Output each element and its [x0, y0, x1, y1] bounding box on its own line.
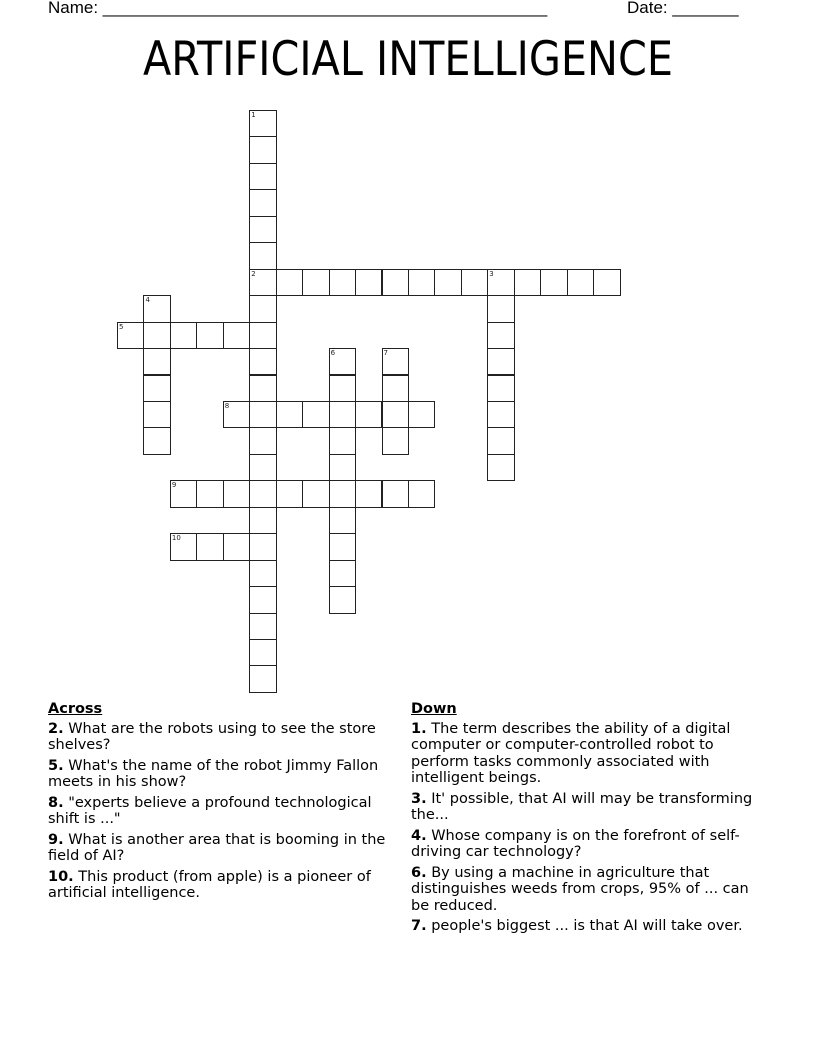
- grid-cell[interactable]: [567, 269, 594, 296]
- grid-cell[interactable]: [143, 375, 170, 402]
- grid-cell[interactable]: [143, 348, 170, 375]
- cell-number: 8: [224, 401, 230, 410]
- clue-number: 8.: [48, 794, 64, 811]
- grid-cell[interactable]: [540, 269, 567, 296]
- grid-cell[interactable]: [487, 348, 514, 375]
- clue-number: 1.: [411, 720, 427, 737]
- clue-number: 4.: [411, 827, 427, 844]
- grid-cell[interactable]: [408, 269, 435, 296]
- grid-cell[interactable]: [143, 427, 170, 454]
- grid-cell[interactable]: [170, 480, 197, 507]
- grid-cell[interactable]: [434, 269, 461, 296]
- grid-cell[interactable]: [249, 110, 276, 137]
- grid-cell[interactable]: [382, 348, 409, 375]
- grid-cell[interactable]: [249, 454, 276, 481]
- clue-down-4: [411, 828, 771, 861]
- grid-cell[interactable]: [382, 269, 409, 296]
- grid-cell[interactable]: [249, 507, 276, 534]
- grid-cell[interactable]: [249, 560, 276, 587]
- grid-cell[interactable]: [276, 269, 303, 296]
- clue-number: 6.: [411, 864, 427, 881]
- grid-cell[interactable]: [514, 269, 541, 296]
- clue-text: What are the robots using to see the store shelves?: [48, 720, 376, 753]
- grid-cell[interactable]: [382, 401, 409, 428]
- grid-cell[interactable]: [329, 401, 356, 428]
- grid-cell[interactable]: [249, 375, 276, 402]
- clue-across-10: [48, 869, 398, 902]
- grid-cell[interactable]: [249, 163, 276, 190]
- clue-number: 5.: [48, 757, 64, 774]
- grid-cell[interactable]: [249, 136, 276, 163]
- clue-down-1: [411, 721, 771, 787]
- clue-across-2: [48, 721, 398, 754]
- grid-cell[interactable]: [223, 401, 250, 428]
- grid-cell[interactable]: [329, 560, 356, 587]
- clue-number: 3.: [411, 790, 427, 807]
- grid-cell[interactable]: [143, 322, 170, 349]
- clue-number: 10.: [48, 868, 74, 885]
- grid-cell[interactable]: [249, 295, 276, 322]
- grid-cell[interactable]: [196, 480, 223, 507]
- grid-cell[interactable]: [223, 480, 250, 507]
- grid-cell[interactable]: [461, 269, 488, 296]
- cell-number: 4: [145, 296, 150, 305]
- grid-cell[interactable]: [170, 533, 197, 560]
- clue-down-6: [411, 865, 771, 915]
- grid-cell[interactable]: [170, 322, 197, 349]
- grid-cell[interactable]: [249, 480, 276, 507]
- cell-number: 2: [251, 269, 256, 278]
- grid-cell[interactable]: [355, 269, 382, 296]
- clue-text: What is another area that is booming in the field of AI?: [48, 831, 386, 864]
- grid-cell[interactable]: [329, 269, 356, 296]
- clue-text: people's biggest ... is that AI will take over.: [431, 918, 743, 934]
- down-clues: [411, 701, 771, 939]
- grid-cell[interactable]: [408, 401, 435, 428]
- clue-number: 2.: [48, 720, 64, 737]
- grid-cell[interactable]: [223, 533, 250, 560]
- grid-cell[interactable]: [329, 533, 356, 560]
- grid-cell[interactable]: [276, 401, 303, 428]
- grid-cell[interactable]: [487, 427, 514, 454]
- grid-cell[interactable]: [249, 242, 276, 269]
- grid-cell[interactable]: [329, 375, 356, 402]
- grid-cell[interactable]: [249, 401, 276, 428]
- grid-cell[interactable]: [408, 480, 435, 507]
- clue-across-9: [48, 832, 398, 865]
- grid-cell[interactable]: [249, 586, 276, 613]
- clue-text: By using a machine in agriculture that distinguishes weeds from crops, 95% of ... can be reduced.: [411, 864, 749, 914]
- grid-cell[interactable]: [196, 322, 223, 349]
- grid-cell[interactable]: [355, 401, 382, 428]
- grid-cell[interactable]: [249, 613, 276, 640]
- grid-cell[interactable]: [329, 454, 356, 481]
- grid-cell[interactable]: [487, 401, 514, 428]
- across-clues: [48, 701, 398, 906]
- grid-cell[interactable]: [223, 322, 250, 349]
- clue-down-3: [411, 791, 771, 824]
- grid-cell[interactable]: [249, 665, 276, 692]
- clue-text: Whose company is on the forefront of self-driving car technology?: [411, 827, 740, 860]
- grid-cell[interactable]: [249, 639, 276, 666]
- grid-cell[interactable]: [382, 427, 409, 454]
- cell-number: 9: [171, 481, 177, 490]
- cell-number: 6: [330, 349, 336, 358]
- grid-cell[interactable]: [329, 427, 356, 454]
- clue-text: It' possible, that AI will may be transforming the...: [411, 790, 753, 823]
- grid-cell[interactable]: [143, 401, 170, 428]
- down-heading: Down: [411, 701, 457, 717]
- cell-number: 1: [251, 111, 256, 119]
- name-field-label: Name: _______________________________________________: [48, 0, 548, 17]
- page-title: ARTIFICIAL INTELLIGENCE: [142, 32, 673, 87]
- grid-cell[interactable]: [249, 269, 276, 296]
- grid-cell[interactable]: [302, 480, 329, 507]
- clue-text: What's the name of the robot Jimmy Fallon meets in his show?: [48, 757, 379, 790]
- grid-cell[interactable]: [487, 269, 514, 296]
- grid-cell[interactable]: [487, 322, 514, 349]
- clue-across-8: [48, 795, 398, 828]
- clue-number: 9.: [48, 831, 64, 848]
- grid-cell[interactable]: [382, 480, 409, 507]
- grid-cell[interactable]: [329, 586, 356, 613]
- grid-cell[interactable]: [196, 533, 223, 560]
- cell-number: 7: [383, 349, 388, 358]
- grid-cell[interactable]: [249, 322, 276, 349]
- grid-cell[interactable]: [355, 480, 382, 507]
- grid-cell[interactable]: [249, 427, 276, 454]
- grid-cell[interactable]: [117, 322, 144, 349]
- clue-text: The term describes the ability of a digital computer or computer-controlled robot to perform tasks commonly associated with intelligent beings.: [411, 720, 731, 786]
- cell-number: 5: [119, 322, 124, 331]
- across-heading: Across: [48, 701, 103, 717]
- grid-cell[interactable]: [302, 269, 329, 296]
- grid-cell[interactable]: [487, 454, 514, 481]
- clue-text: "experts believe a profound technological shift is ...": [48, 794, 372, 827]
- grid-cell[interactable]: [249, 533, 276, 560]
- grid-cell[interactable]: [143, 295, 170, 322]
- cell-number: 3: [489, 269, 494, 278]
- grid-cell[interactable]: [329, 507, 356, 534]
- cell-number: 10: [171, 534, 181, 543]
- grid-cell[interactable]: [249, 189, 276, 216]
- clue-text: This product (from apple) is a pioneer of artificial intelligence.: [48, 868, 371, 901]
- grid-cell[interactable]: [302, 401, 329, 428]
- grid-cell[interactable]: [329, 348, 356, 375]
- grid-cell[interactable]: [487, 375, 514, 402]
- grid-cell[interactable]: [249, 348, 276, 375]
- grid-cell[interactable]: [329, 480, 356, 507]
- grid-cell[interactable]: [487, 295, 514, 322]
- grid-cell[interactable]: [276, 480, 303, 507]
- grid-cell[interactable]: [593, 269, 620, 296]
- date-field-label: Date: _______: [627, 0, 739, 17]
- clue-across-5: [48, 758, 398, 791]
- clue-number: 7.: [411, 918, 427, 934]
- grid-cell[interactable]: [382, 375, 409, 402]
- clue-down-7: [411, 918, 771, 935]
- grid-cell[interactable]: [249, 216, 276, 243]
